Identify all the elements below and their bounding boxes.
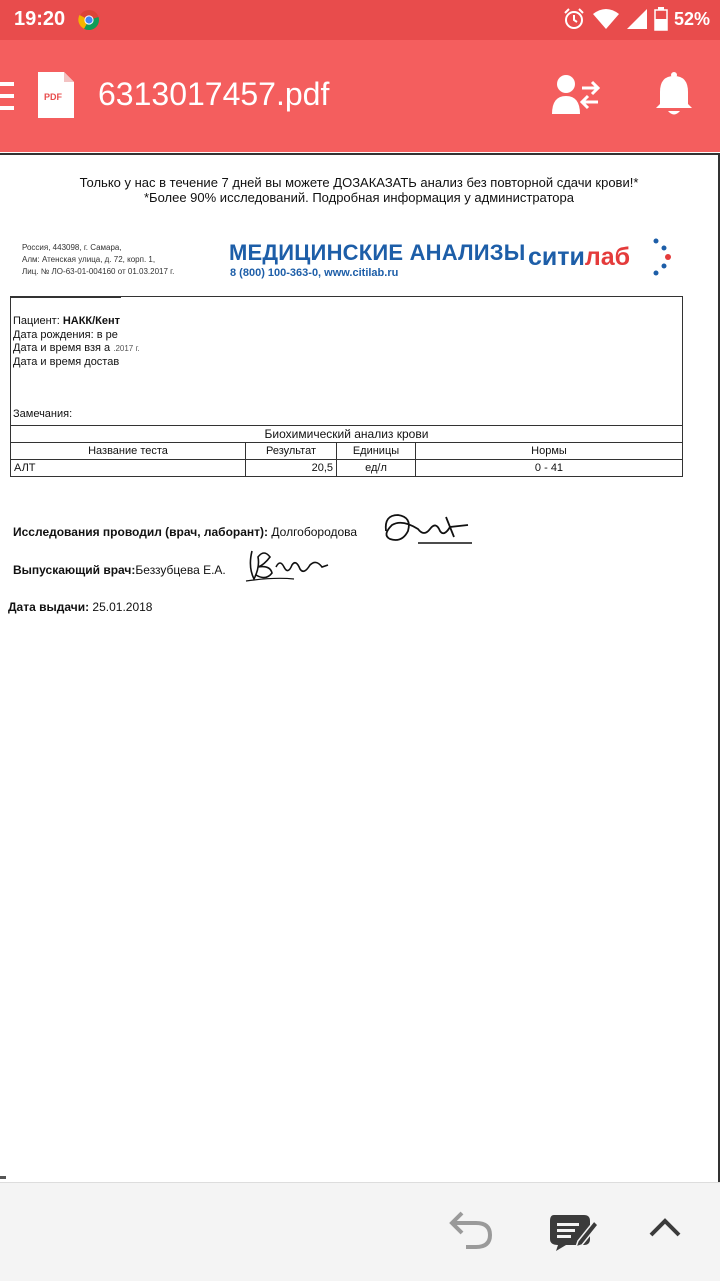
battery-level: 52% — [673, 8, 710, 29]
patient-info-box — [10, 296, 683, 426]
issue-date-label: Дата выдачи: — [8, 600, 90, 614]
cell-result: 20,5 — [246, 460, 337, 477]
cell-unit: ед/л — [337, 460, 416, 477]
status-bar — [0, 0, 720, 40]
menu-icon[interactable] — [0, 78, 16, 114]
collection-row — [13, 342, 140, 354]
collection-label: Дата и время взя а — [13, 342, 111, 354]
cell-norm: 0 - 41 — [416, 460, 683, 477]
citilab-logo — [528, 243, 630, 272]
issuing-doctor-line — [13, 563, 226, 577]
alarm-icon — [562, 7, 586, 31]
header-norms: Нормы — [416, 443, 683, 460]
brand-title: МЕДИЦИНСКИЕ АНАЛИЗЫ — [229, 240, 526, 265]
license-line: Лиц. № ЛО-63-01-004160 от 01.03.2017 г. — [22, 267, 175, 276]
battery-icon — [654, 7, 668, 31]
bottom-toolbar — [0, 1182, 720, 1281]
cell-test: АЛТ — [11, 460, 246, 477]
patient-label: Пациент: — [13, 315, 63, 327]
researcher-line — [13, 525, 357, 539]
table-row — [11, 460, 683, 477]
patient-name: НАКК/Кент — [62, 315, 121, 327]
brand-contacts: 8 (800) 100-363-0, www.citilab.ru — [230, 267, 399, 279]
collection-value: .2017 г. — [113, 344, 140, 353]
researcher-name: Долгобородова — [271, 525, 358, 539]
logo-part: лаб — [584, 243, 631, 271]
signal-icon — [626, 8, 648, 30]
logo-part: сити — [528, 243, 585, 271]
status-time: 19:20 — [14, 8, 66, 30]
wifi-icon — [592, 8, 620, 30]
edit-icon[interactable] — [548, 1211, 598, 1251]
issue-date-value: 25.01.2018 — [92, 600, 153, 614]
lab-address — [22, 242, 174, 278]
chrome-icon — [78, 9, 100, 31]
address-line: Россия, 443098, г. Самара, — [22, 243, 122, 252]
researcher-signature — [378, 507, 474, 551]
address-line: Алм: Атенская улица, д. 72, корп. 1, — [22, 255, 156, 264]
table-caption: Биохимический анализ крови — [11, 426, 683, 443]
issuing-doctor-label: Выпускающий врач: — [13, 563, 136, 577]
file-title: 6313017457.pdf — [98, 76, 330, 112]
table-header-row — [11, 443, 683, 460]
bell-icon[interactable] — [652, 72, 696, 118]
chevron-up-icon[interactable] — [648, 1217, 682, 1239]
svg-text:PDF: PDF — [44, 92, 62, 102]
birthdate-row: Дата рождения: в ре — [13, 329, 118, 341]
delivery-row: Дата и время достав — [13, 356, 120, 368]
undo-icon[interactable] — [448, 1211, 494, 1249]
logo-dots-icon — [648, 237, 674, 277]
header-test: Название теста — [11, 443, 246, 460]
app-bar — [0, 40, 720, 152]
page-edge-mark — [0, 1176, 6, 1179]
remarks-label: Замечания: — [13, 408, 73, 420]
promo-line-2: *Более 90% исследований. Подробная информация у администратора — [143, 190, 574, 205]
issue-date-line — [8, 600, 152, 614]
issuing-doctor-signature — [244, 545, 330, 585]
promo-line-1: Только у нас в течение 7 дней вы можете ДОЗАКАЗАТЬ анализ без повторной сдачи крови!* — [79, 175, 639, 190]
divider — [11, 297, 121, 298]
share-contact-icon[interactable] — [552, 74, 600, 116]
pdf-file-icon — [38, 72, 74, 118]
pdf-page[interactable] — [0, 153, 720, 1182]
promo-text — [0, 175, 718, 205]
issuing-doctor-name: Беззубцева Е.А. — [135, 563, 226, 577]
researcher-label: Исследования проводил (врач, лаборант): — [13, 525, 269, 539]
header-result: Результат — [246, 443, 337, 460]
results-table — [10, 425, 683, 477]
patient-row — [13, 315, 120, 327]
header-units: Единицы — [337, 443, 416, 460]
